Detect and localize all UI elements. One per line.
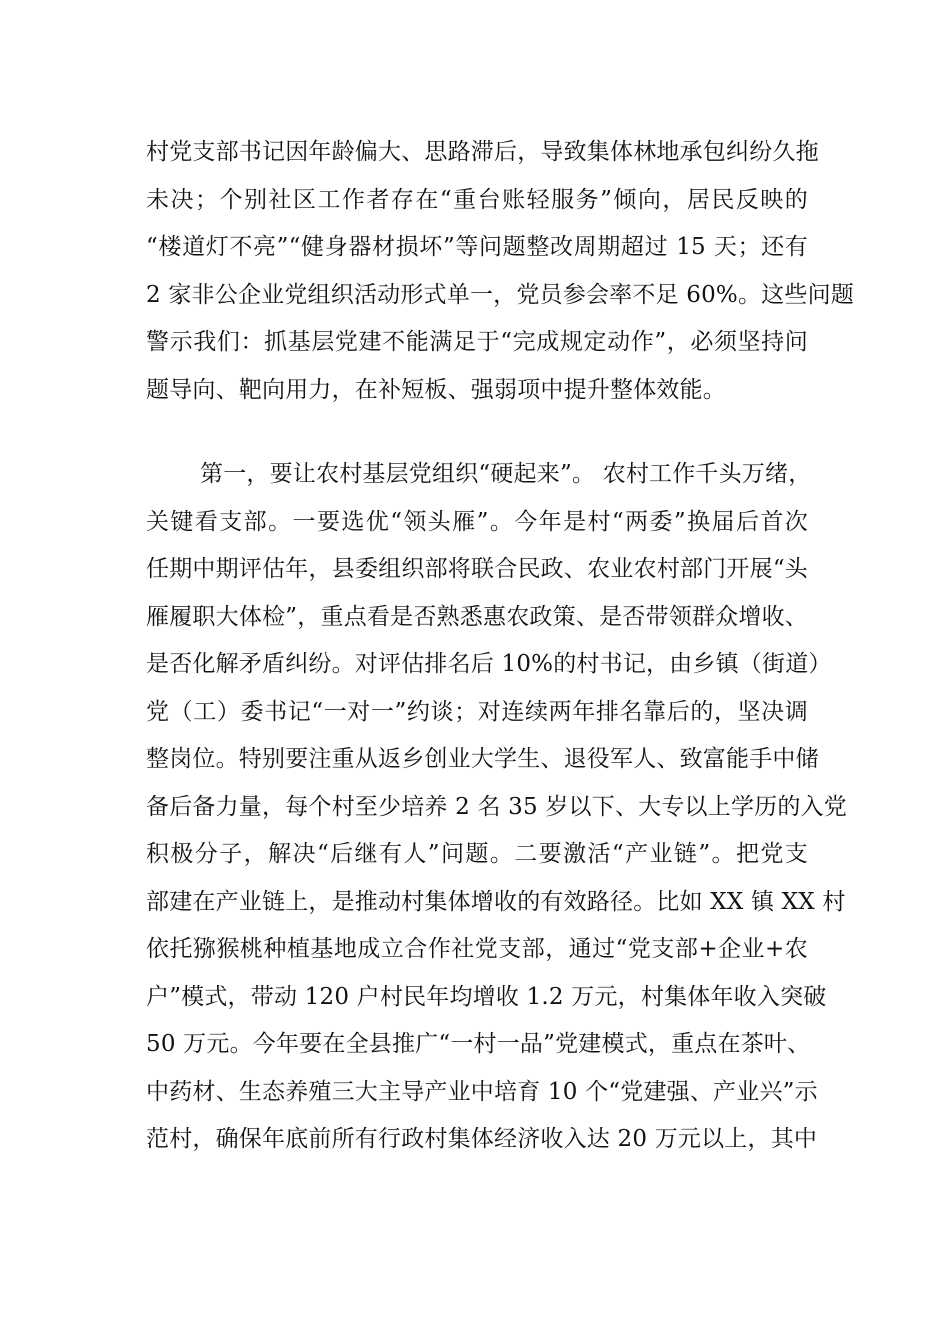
paragraph-line: 备后备力量，每个村至少培养 2 名 35 岁以下、大专以上学历的入党 (146, 793, 847, 820)
paragraph-line: 范村，确保年底前所有行政村集体经济收入达 20 万元以上，其中 (146, 1126, 818, 1152)
paragraph-line: 整岗位。特别要注重从返乡创业大学生、退役军人、致富能手中储 (146, 746, 819, 772)
paragraph-line: 户”模式，带动 120 户村民年均增收 1.2 万元，村集体年收入突破 (146, 983, 827, 1010)
paragraph-line: 任期中期评估年，县委组织部将联合民政、农业农村部门开展“头 (146, 556, 808, 582)
paragraph-line: 关键看支部。一要选优“领头雁”。今年是村“两委”换届后首次 (146, 508, 808, 535)
paragraph-line: 雁履职大体检”，重点看是否熟悉惠农政策、是否带领群众增收、 (146, 603, 808, 630)
paragraph-line: 部建在产业链上，是推动村集体增收的有效路径。比如 XX 镇 XX 村 (146, 888, 846, 915)
paragraph-line: 第一，要让农村基层党组织“硬起来”。 农村工作千头万绪， (200, 461, 812, 487)
paragraph-2 (146, 451, 847, 1164)
paragraph-line: 依托猕猴桃种植基地成立合作社党支部，通过“党支部+企业+农 (146, 936, 808, 962)
paragraph-line: 50 万元。今年要在全县推广“一村一品”党建模式，重点在茶叶、 (146, 1031, 811, 1057)
paragraph-line: 未决；个别社区工作者存在“重台账轻服务”倾向，居民反映的 (146, 186, 808, 213)
paragraph-1 (146, 129, 854, 414)
paragraph-line: 党（工）委书记“一对一”约谈；对连续两年排名靠后的，坚决调 (146, 698, 808, 725)
paragraph-line: 题导向、靶向用力，在补短板、强弱项中提升整体效能。 (146, 376, 726, 403)
paragraph-line: 村党支部书记因年龄偏大、思路滞后，导致集体林地承包纠纷久拖 (146, 139, 819, 165)
paragraph-line: 2 家非公企业党组织活动形式单一，党员参会率不足 60%。这些问题 (146, 281, 854, 308)
paragraph-line: “楼道灯不亮”“健身器材损坏”等问题整改周期超过 15 天；还有 (146, 234, 808, 260)
paragraph-line: 积极分子，解决“后继有人”问题。二要激活“产业链”。把党支 (146, 841, 808, 867)
paragraph-line: 警示我们：抓基层党建不能满足于“完成规定动作”，必须坚持问 (146, 329, 808, 355)
paragraph-line: 是否化解矛盾纠纷。对评估排名后 10%的村书记，由乡镇（街道） (146, 651, 832, 677)
paragraph-line: 中药材、生态养殖三大主导产业中培育 10 个“党建强、产业兴”示 (146, 1078, 818, 1105)
